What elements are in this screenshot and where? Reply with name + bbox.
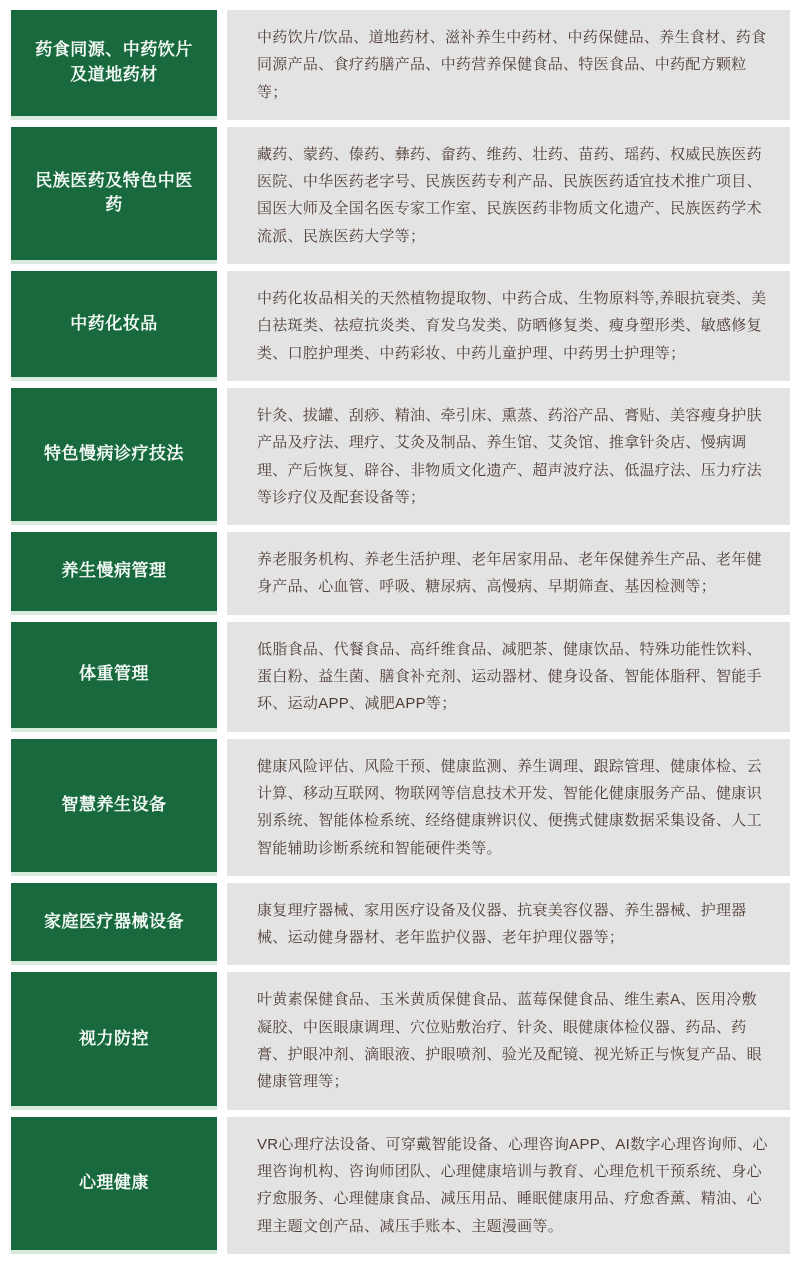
description-cell: 中药饮片/饮品、道地药材、滋补养生中药材、中药保健品、养生食材、药食同源产品、食疗药膳产品、中药营养保健食品、特医食品、中药配方颗粒等； — [227, 10, 790, 120]
description-cell: 针灸、拔罐、刮痧、精油、牵引床、熏蒸、药浴产品、膏贴、美容瘦身护肤产品及疗法、理疗、艾灸及制品、养生馆、艾灸馆、推拿针灸店、慢病调理、产后恢复、辟谷、非物质文化遗产、超声波疗法、低温疗法、压力疗法等诊疗仪及配套设备等； — [227, 388, 790, 525]
category-cell: 心理健康 — [11, 1117, 217, 1254]
table-row — [11, 127, 790, 264]
description-cell: 康复理疗器械、家用医疗设备及仪器、抗衰美容仪器、养生器械、护理器械、运动健身器材、老年监护仪器、老年护理仪器等； — [227, 883, 790, 966]
category-cell: 特色慢病诊疗技法 — [11, 388, 217, 525]
column-gap — [217, 1117, 227, 1254]
description-cell: 中药化妆品相关的天然植物提取物、中药合成、生物原料等,养眼抗衰类、美白祛斑类、祛痘抗炎类、育发乌发类、防晒修复类、瘦身塑形类、敏感修复类、口腔护理类、中药彩妆、中药儿童护理、中药男士护理等； — [227, 271, 790, 381]
column-gap — [217, 532, 227, 615]
table-row — [11, 1117, 790, 1254]
column-gap — [217, 127, 227, 264]
category-cell: 智慧养生设备 — [11, 739, 217, 876]
category-cell: 家庭医疗器械设备 — [11, 883, 217, 966]
table-row — [11, 883, 790, 966]
column-gap — [217, 972, 227, 1109]
description-cell: 健康风险评估、风险干预、健康监测、养生调理、跟踪管理、健康体检、云计算、移动互联网、物联网等信息技术开发、智能化健康服务产品、健康识别系统、智能体检系统、经络健康辨识仪、便携式健康数据采集设备、人工智能辅助诊断系统和智能硬件类等。 — [227, 739, 790, 876]
column-gap — [217, 388, 227, 525]
column-gap — [217, 271, 227, 381]
column-gap — [217, 622, 227, 732]
table-row — [11, 271, 790, 381]
description-cell: 低脂食品、代餐食品、高纤维食品、减肥茶、健康饮品、特殊功能性饮料、蛋白粉、益生菌、膳食补充剂、运动器材、健身设备、智能体脂秤、智能手环、运动APP、减肥APP等； — [227, 622, 790, 732]
description-cell: VR心理疗法设备、可穿戴智能设备、心理咨询APP、AI数字心理咨询师、心理咨询机构、咨询师团队、心理健康培训与教育、心理危机干预系统、身心疗愈服务、心理健康食品、减压用品、睡眠健康用品、疗愈香薰、精油、心理主题文创产品、减压手账本、主题漫画等。 — [227, 1117, 790, 1254]
column-gap — [217, 739, 227, 876]
description-cell: 叶黄素保健食品、玉米黄质保健食品、蓝莓保健食品、维生素A、医用冷敷凝胶、中医眼康调理、穴位贴敷治疗、针灸、眼健康体检仪器、药品、药膏、护眼冲剂、滴眼液、护眼喷剂、验光及配镜、视光矫正与恢复产品、眼健康管理等； — [227, 972, 790, 1109]
table-row — [11, 10, 790, 120]
column-gap — [217, 883, 227, 966]
category-cell: 视力防控 — [11, 972, 217, 1109]
description-cell: 藏药、蒙药、傣药、彝药、畲药、维药、壮药、苗药、瑶药、权威民族医药医院、中华医药老字号、民族医药专利产品、民族医药适宜技术推广项目、国医大师及全国名医专家工作室、民族医药非物质文化遗产、民族医药学术流派、民族医药大学等； — [227, 127, 790, 264]
column-gap — [217, 10, 227, 120]
table-row — [11, 388, 790, 525]
table-row — [11, 622, 790, 732]
category-cell: 药食同源、中药饮片及道地药材 — [11, 10, 217, 120]
table-row — [11, 532, 790, 615]
category-cell: 民族医药及特色中医药 — [11, 127, 217, 264]
category-cell: 体重管理 — [11, 622, 217, 732]
category-cell: 养生慢病管理 — [11, 532, 217, 615]
description-cell: 养老服务机构、养老生活护理、老年居家用品、老年保健养生产品、老年健身产品、心血管、呼吸、糖尿病、高慢病、早期筛查、基因检测等； — [227, 532, 790, 615]
category-cell: 中药化妆品 — [11, 271, 217, 381]
table-row — [11, 972, 790, 1109]
table-row — [11, 739, 790, 876]
